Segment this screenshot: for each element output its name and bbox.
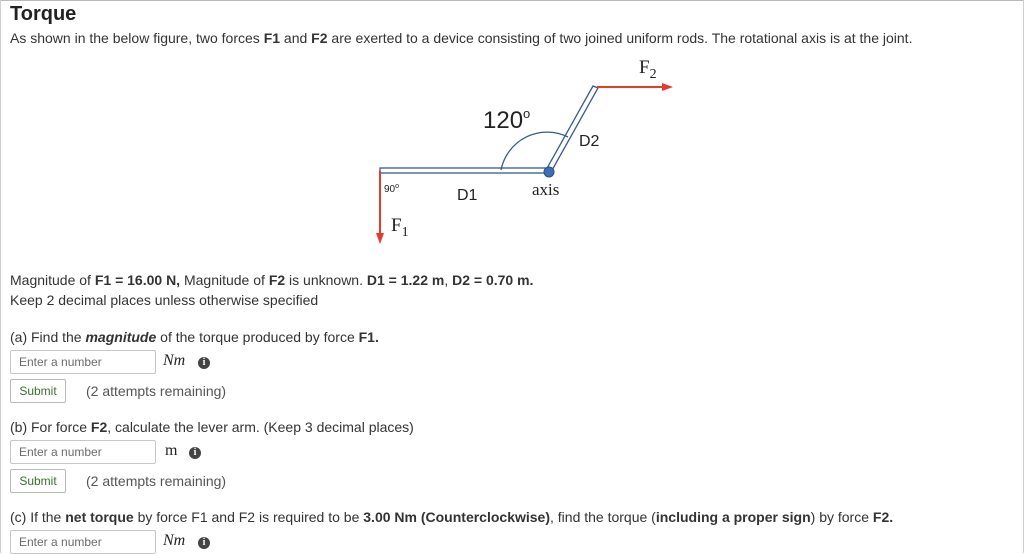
answer-c-input[interactable] [10,530,156,554]
question-c: (c) If the net torque by force F1 and F2 is required to be 3.00 Nm (Counterclockwise), find the torque (including a proper sign) by force F2. [10,509,894,525]
rod-d2 [546,86,598,172]
axis-dot [544,167,554,177]
given-values [10,270,533,310]
attempts-b: (2 attempts remaining) [86,473,227,489]
intro-f2: F2 [311,30,328,46]
info-icon[interactable]: i [198,537,210,549]
info-icon[interactable]: i [198,357,210,369]
unit-c: Nm [163,532,186,549]
right-angle-label: 90$^o$ [384,183,400,195]
f1-label: $F_1$ [391,215,409,240]
unit-b: m [165,442,178,459]
answer-b-input[interactable] [10,440,156,464]
intro-text-1: As shown in the below figure, two forces [10,30,264,46]
d2-label: D2 [579,133,600,150]
axis-label: axis [532,180,560,199]
problem-intro [10,30,912,46]
unit-a: Nm [163,352,186,369]
info-icon[interactable]: i [189,447,201,459]
question-a: (a) Find the magnitude of the torque produced by force F1. [10,329,379,345]
page-title: Torque [10,3,77,25]
f2-label: $F_2$ [639,57,657,82]
intro-f1: F1 [263,30,281,46]
submit-a-button[interactable]: Submit [10,379,66,403]
given-line-1: Magnitude of F1 = 16.00 N, Magnitude of F2 is unknown. D1 = 1.22 m, D2 = 0.70 m. [10,272,534,288]
f2-arrowhead [662,83,673,91]
given-line-2: Keep 2 decimal places unless otherwise specified [10,292,319,308]
f1-arrowhead [376,233,384,244]
angle-label: 120$^o$ [483,106,531,134]
submit-b-button[interactable]: Submit [10,469,66,493]
question-b: (b) For force F2, calculate the lever arm. (Keep 3 decimal places) [10,419,414,435]
intro-text-2: and [280,30,312,46]
attempts-a: (2 attempts remaining) [86,383,227,399]
answer-a-input[interactable] [10,350,156,374]
left-border [0,0,1,553]
d1-label: D1 [457,187,478,204]
rod-d1 [380,168,548,173]
rod-diagram [360,55,690,250]
top-border [0,0,1024,1]
intro-text-3: are exerted to a device consisting of two joined uniform rods. The rotational axis is at the joint. [327,30,913,46]
